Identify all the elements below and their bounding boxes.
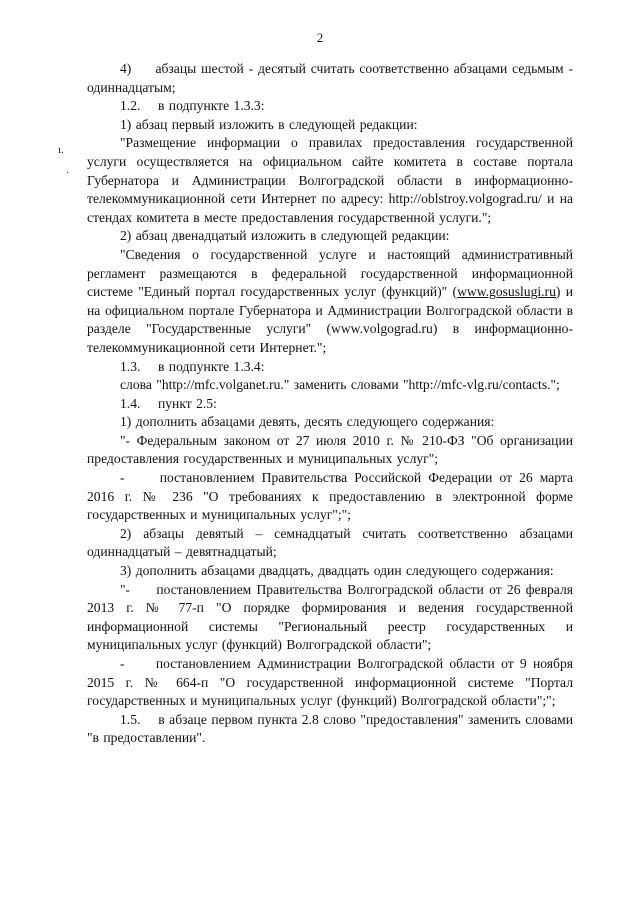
page-number: 2 [316,30,324,45]
svedeniya-text-end: ) и на официальном портале Губернатора и Администрации Волгоградской области в разделе "Государственные услуги" (www.volgograd.ru) в информационно-телекоммуникационной сети Интернет."; [87,284,573,355]
paragraph-mfc-replace: слова "http://mfc.volganet.ru." заменить словами "http://mfc-vlg.ru/contacts."; [120,377,560,393]
document-body [87,60,573,748]
paragraph-abzac-twelfth: 2) абзац двенадцатый изложить в следующей редакции: [120,228,450,244]
paragraph-subsection-1-5: 1.5. в абзаце первом пункта 2.8 слово "предоставления" заменить словами "в предоставлении". [87,711,573,746]
paragraph-subsection-1-4: 1.4. пункт 2.5: [120,395,217,411]
paragraph-renumber: 2) абзацы девятый – семнадцатый считать соответственно абзацами одиннадцатый – девятнадцатый; [87,525,573,560]
paragraph-svedeniya [87,246,573,358]
paragraph-placement-info: "Размещение информации о правилах предоставления государственной услуги осуществляется на официальном сайте комитета в составе портала Губернатора и Администрации Волгоградской области в информационно-телекоммуникационной сети Интернет по адресу: http://oblstroy.volgograd.ru/ и на стендах комитета в месте предоставления государственной услуги."; [87,135,573,225]
svedeniya-text-start: "Сведения о государственной услуге и настоящий административный регламент размещаются в федеральной государственной информационной системе "Единый портал государственных услуг (функций)" ( [87,246,573,300]
gosuslugi-link[interactable]: www.gosuslugi.ru [457,284,556,300]
margin-mark: ı. [58,144,64,156]
paragraph-volgograd-admin-decree: - постановлением Администрации Волгоградской области от 9 ноября 2015 г. № 664-п "О государственной информационной системе "Портал государственных и муниципальных услуг (функций) Волгоградской области";"; [87,656,573,709]
paragraph-subsection-1-2: 1.2. в подпункте 1.3.3: [120,98,265,114]
paragraph-subsection-1-3: 1.3. в подпункте 1.3.4: [120,358,265,374]
paragraph-volgograd-gov-decree: "- постановлением Правительства Волгоградской области от 26 февраля 2013 г. № 77-п "О порядке формирования и ведения государственной информационной системы "Региональный реестр государственных и муниципальных услуг (функций) Волгоградской области"; [87,581,573,653]
paragraph-add-nine-ten: 1) дополнить абзацами девять, десять следующего содержания: [120,414,495,430]
paragraph-add-twenty: 3) дополнить абзацами двадцать, двадцать один следующего содержания: [120,563,554,579]
paragraph-federal-law: "- Федеральным законом от 27 июля 2010 г. № 210-ФЗ "Об организации предоставления государственных и муниципальных услуг"; [87,432,573,467]
margin-dot: · [66,168,70,179]
paragraph-abzac-first: 1) абзац первый изложить в следующей редакции: [120,116,418,132]
paragraph-item-4: 4) абзацы шестой - десятый считать соответственно абзацами седьмым - одиннадцатым; [87,61,573,95]
paragraph-rf-decree: - постановлением Правительства Российской Федерации от 26 марта 2016 г. № 236 "О требованиях к предоставлению в электронной форме государственных и муниципальных услуг";"; [87,470,573,523]
